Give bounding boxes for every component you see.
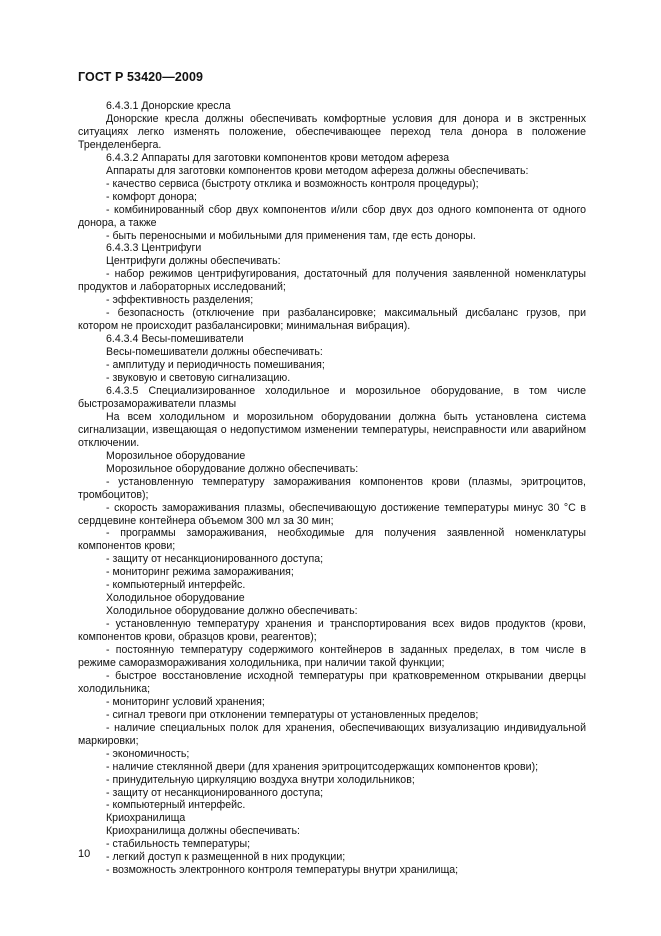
paragraph: Центрифуги должны обеспечивать: (106, 255, 281, 268)
section-heading: 6.4.3.5 Специализированное холодильное и морозильное оборудование, в том числе быстрозамораживатели плазмы (78, 384, 586, 410)
section-heading: 6.4.3.1 Донорские кресла (106, 100, 231, 112)
list-item: - возможность электронного контроля температуры внутри хранилища; (106, 864, 459, 877)
list-item: - быть переносными и мобильными для применения там, где есть доноры. (106, 229, 476, 242)
list-item: - скорость замораживания плазмы, обеспечивающую достижение температуры минус 30 °С в сердцевине контейнера объемом 300 мл за 30 мин; (78, 501, 586, 527)
list-item: - защиту от несанкционированного доступа; (106, 553, 324, 566)
list-item: - сигнал тревоги при отклонении температуры от установленных пределов; (106, 708, 479, 721)
list-item: - установленную температуру замораживания компонентов крови (плазмы, эритроцитов, тромбоцитов); (78, 475, 586, 501)
page-number: 10 (78, 848, 91, 860)
list-item: - программы замораживания, необходимые для получения заявленной номенклатуры компонентов крови; (78, 527, 586, 553)
paragraph: Донорские кресла должны обеспечивать комфортные условия для донора и в экстренных ситуациях легко изменять положение, обеспечивающее переход тела донора в положение Тренделенберга. (78, 112, 586, 151)
paragraph: На всем холодильном и морозильном оборудовании должна быть установлена система сигнализации, извещающая о недопустимом изменении температуры, неисправности или аварийном отключении. (78, 410, 586, 449)
document-header: ГОСТ Р 53420—2009 (78, 70, 204, 84)
list-item: - компьютерный интерфейс. (106, 579, 246, 592)
subheading: Холодильное оборудование (106, 592, 245, 605)
list-item: - экономичность; (106, 747, 190, 760)
list-item: - безопасность (отключение при разбалансировке; максимальный дисбаланс грузов, при котором не происходит разбалансировки; минимальная вибрация). (78, 307, 586, 333)
section-heading: 6.4.3.4 Весы-помешиватели (106, 333, 244, 346)
subheading: Криохранилища (106, 812, 186, 825)
list-item: - набор режимов центрифугирования, достаточный для получения заявленной номенклатуры продуктов и лабораторных исследований; (78, 268, 586, 294)
list-item: - амплитуду и периодичность помешивания; (106, 359, 325, 372)
document-body (78, 100, 586, 877)
list-item: - мониторинг режима замораживания; (106, 566, 294, 579)
list-item: - качество сервиса (быстроту отклика и возможность контроля процедуры); (106, 177, 479, 190)
list-item: - наличие специальных полок для хранения, обеспечивающих визуализацию индивидуальной маркировки; (78, 721, 586, 747)
section-heading: 6.4.3.3 Центрифуги (106, 242, 202, 255)
list-item: - постоянную температуру содержимого контейнеров в заданных пределах, в том числе в режиме саморазмораживания холодильника, при наличии такой функции; (78, 644, 586, 669)
list-item: - комбинированный сбор двух компонентов и/или сбор двух доз одного компонента от одного донора, а также (78, 203, 586, 229)
list-item: - наличие стеклянной двери (для хранения эритроцитсодержащих компонентов крови); (106, 760, 539, 773)
paragraph: Морозильное оборудование должно обеспечивать: (106, 462, 359, 475)
list-item: - стабильность температуры; (106, 838, 251, 851)
subheading: Морозильное оборудование (106, 449, 246, 462)
paragraph: Весы-помешиватели должны обеспечивать: (106, 346, 323, 359)
paragraph: Холодильное оборудование должно обеспечивать: (106, 605, 358, 618)
list-item: - мониторинг условий хранения; (106, 695, 265, 708)
list-item: - установленную температуру хранения и транспортирования всех видов продуктов (крови, компонентов крови, образцов крови, реагентов); (78, 618, 586, 644)
paragraph: Криохранилища должны обеспечивать: (106, 825, 300, 838)
list-item: - компьютерный интерфейс. (106, 799, 246, 812)
list-item: - принудительную циркуляцию воздуха внутри холодильников; (106, 773, 415, 786)
list-item: - комфорт донора; (106, 190, 198, 203)
paragraph: Аппараты для заготовки компонентов крови методом афереза должны обеспечивать: (106, 164, 529, 177)
list-item: - звуковую и световую сигнализацию. (106, 372, 291, 385)
section-heading: 6.4.3.2 Аппараты для заготовки компонентов крови методом афереза (106, 151, 450, 164)
list-item: - быстрое восстановление исходной температуры при кратковременном открывании дверцы холодильника; (78, 669, 586, 695)
list-item: - защиту от несанкционированного доступа; (106, 786, 324, 799)
list-item: - эффективность разделения; (106, 294, 254, 307)
list-item: - легкий доступ к размещенной в них продукции; (106, 851, 346, 864)
